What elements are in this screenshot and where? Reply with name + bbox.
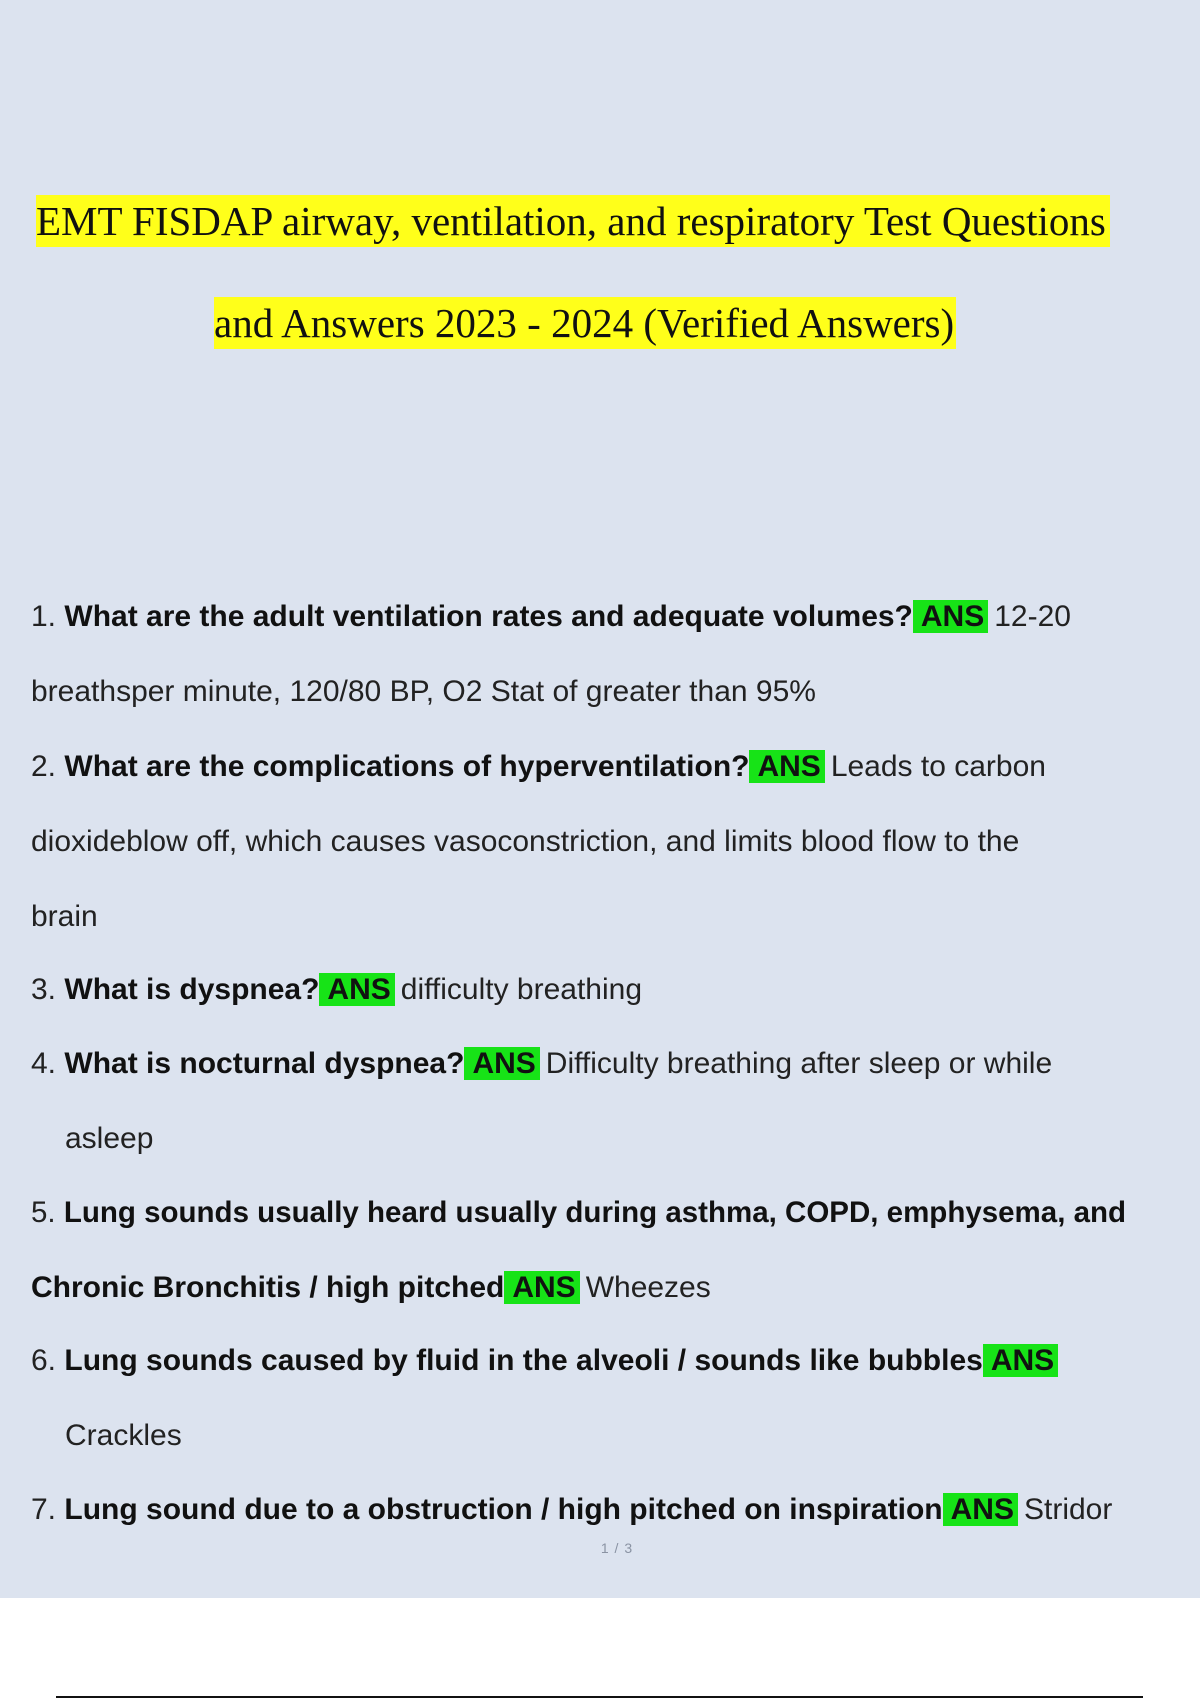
qa-answer-continued: brain	[31, 900, 98, 933]
qa-item-5	[31, 1193, 1126, 1233]
document-title-line-2: and Answers 2023 - 2024 (Verified Answers)	[214, 297, 956, 349]
page-indicator: 1 / 3	[600, 1540, 634, 1556]
qa-answer: difficulty breathing	[400, 973, 643, 1006]
qa-question: What are the adult ventilation rates and adequate volumes?	[64, 600, 913, 633]
qa-answer: Difficulty breathing after sleep or while	[545, 1047, 1053, 1080]
qa-question: What are the complications of hyperventilation?	[64, 750, 750, 783]
page-divider	[56, 1696, 1143, 1698]
qa-number: 3.	[31, 973, 57, 1006]
qa-question: Lung sound due to a obstruction / high pitched on inspiration	[64, 1493, 943, 1526]
qa-question: Lung sounds usually heard usually during asthma, COPD, emphysema, and	[63, 1196, 1127, 1229]
qa-answer-continued: dioxideblow off, which causes vasoconstriction, and limits blood flow to the	[31, 825, 1020, 858]
qa-answer-continued: Crackles	[65, 1419, 182, 1452]
qa-question: What is dyspnea?	[64, 973, 320, 1006]
qa-number: 6.	[31, 1344, 57, 1377]
document-title-line-1: EMT FISDAP airway, ventilation, and respiratory Test Questions	[36, 195, 1110, 247]
qa-item-5-continued	[31, 1268, 711, 1308]
qa-answer: Wheezes	[585, 1271, 711, 1304]
ans-badge: ANS	[913, 600, 988, 633]
ans-badge: ANS	[504, 1271, 579, 1304]
qa-number: 5.	[31, 1196, 56, 1229]
qa-item-6	[31, 1341, 1064, 1381]
qa-item-3	[31, 970, 642, 1010]
qa-item-4	[31, 1044, 1052, 1084]
ans-badge: ANS	[749, 750, 824, 783]
qa-answer: 12-20	[994, 600, 1071, 633]
qa-item-2	[31, 747, 1046, 787]
qa-number: 1.	[31, 600, 57, 633]
ans-badge: ANS	[464, 1047, 539, 1080]
qa-item-1	[31, 597, 1071, 637]
ans-badge: ANS	[319, 973, 394, 1006]
qa-answer-continued: asleep	[65, 1122, 154, 1155]
qa-number: 7.	[31, 1493, 57, 1526]
qa-question: What is nocturnal dyspnea?	[64, 1047, 465, 1080]
qa-item-7	[31, 1490, 1112, 1530]
qa-question: Lung sounds caused by fluid in the alveoli / sounds like bubbles	[64, 1344, 983, 1377]
qa-answer: Stridor	[1023, 1493, 1113, 1526]
qa-number: 2.	[31, 750, 57, 783]
ans-badge: ANS	[943, 1493, 1018, 1526]
qa-question: Chronic Bronchitis / high pitched	[31, 1271, 505, 1304]
qa-answer: Leads to carbon	[830, 750, 1046, 783]
ans-badge: ANS	[983, 1344, 1058, 1377]
qa-answer-continued: breathsper minute, 120/80 BP, O2 Stat of greater than 95%	[31, 675, 816, 708]
qa-number: 4.	[31, 1047, 57, 1080]
